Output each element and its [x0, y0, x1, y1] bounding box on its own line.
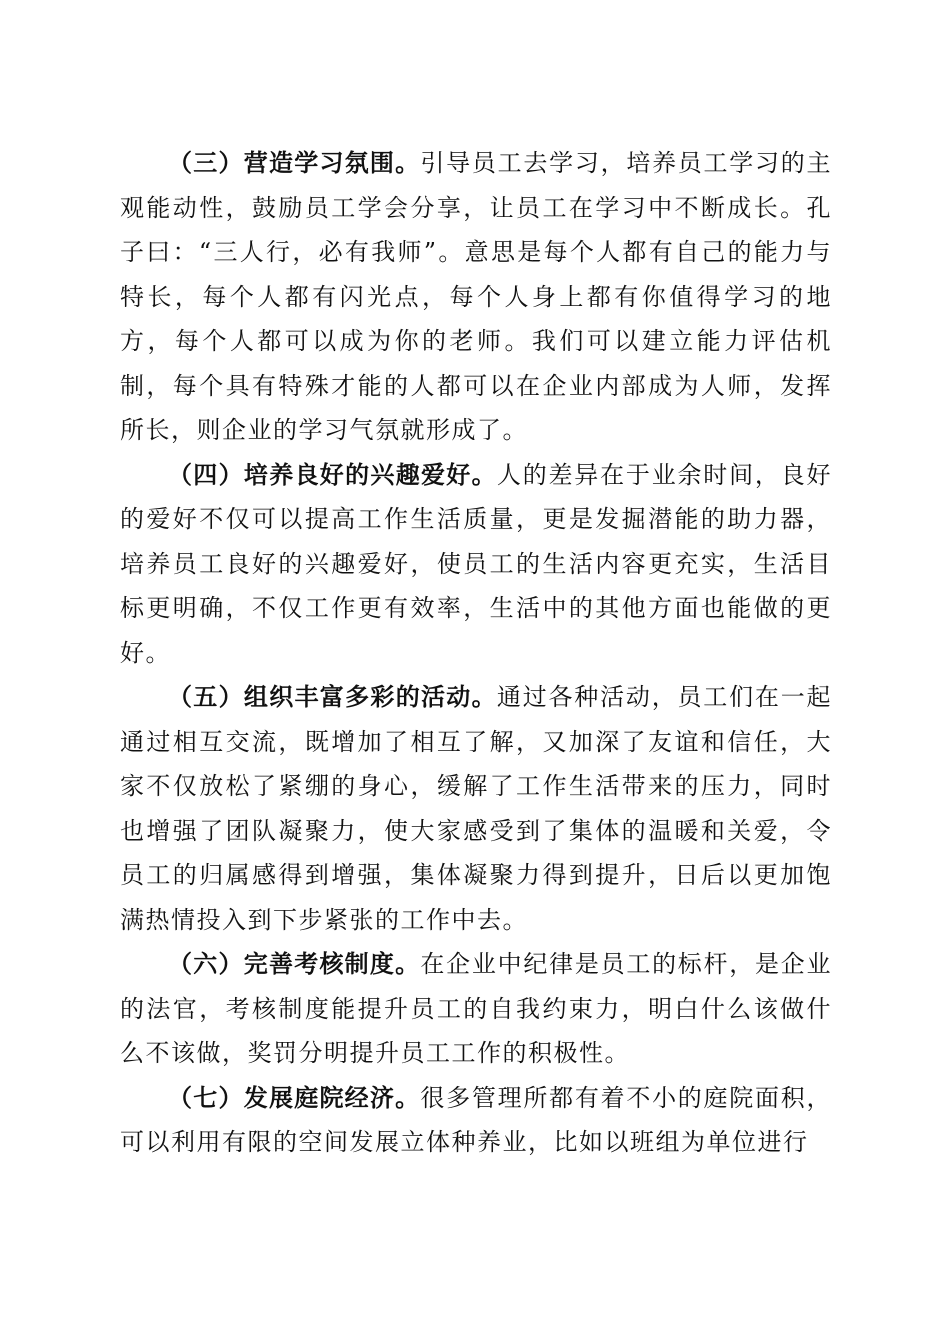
paragraph-heading: （四）培养良好的兴趣爱好。 — [168, 460, 497, 489]
paragraph-7 — [120, 1076, 832, 1165]
paragraph-4 — [120, 453, 832, 676]
paragraph-text: 很多管理所都有着不小的庭院面积，可以利用有限的空间发展立体种养业，比如以班组为单位进行 — [120, 1083, 833, 1156]
paragraph-text: 在企业中纪律是员工的标杆，是企业的法官，考核制度能提升员工的自我约束力，明白什么该做什么不该做，奖罚分明提升员工工作的积极性。 — [120, 950, 833, 1067]
paragraph-heading: （三）营造学习氛围。 — [168, 149, 421, 177]
paragraph-heading: （六）完善考核制度。 — [168, 950, 421, 978]
paragraph-text: 人的差异在于业余时间，良好的爱好不仅可以提高工作生活质量，更是发掘潜能的助力器，培养员工良好的兴趣爱好，使员工的生活内容更充实，生活目标更明确，不仅工作更有效率，生活中的其他方面也能做的更好。 — [120, 460, 833, 667]
document-body — [120, 141, 832, 1165]
paragraph-heading: （五）组织丰富多彩的活动。 — [168, 683, 497, 711]
paragraph-3 — [120, 141, 832, 453]
paragraph-text: 引导员工去学习，培养员工学习的主观能动性，鼓励员工学会分享，让员工在学习中不断成长。孔子曰：“三人行，必有我师”。意思是每个人都有自己的能力与特长，每个人都有闪光点，每个人身上都有你值得学习的地方，每个人都可以成为你的老师。我们可以建立能力评估机制，每个具有特殊才能的人都可以在企业内部成为人师，发挥所长，则企业的学习气氛就形成了。 — [120, 149, 833, 444]
paragraph-5 — [120, 675, 832, 942]
paragraph-6 — [120, 942, 832, 1076]
paragraph-text: 通过各种活动，员工们在一起通过相互交流，既增加了相互了解，又加深了友谊和信任，大家不仅放松了紧绷的身心，缓解了工作生活带来的压力，同时也增强了团队凝聚力，使大家感受到了集体的温暖和关爱，令员工的归属感得到增强，集体凝聚力得到提升，日后以更加饱满热情投入到下步紧张的工作中去。 — [120, 683, 833, 934]
paragraph-heading: （七）发展庭院经济。 — [168, 1083, 421, 1112]
